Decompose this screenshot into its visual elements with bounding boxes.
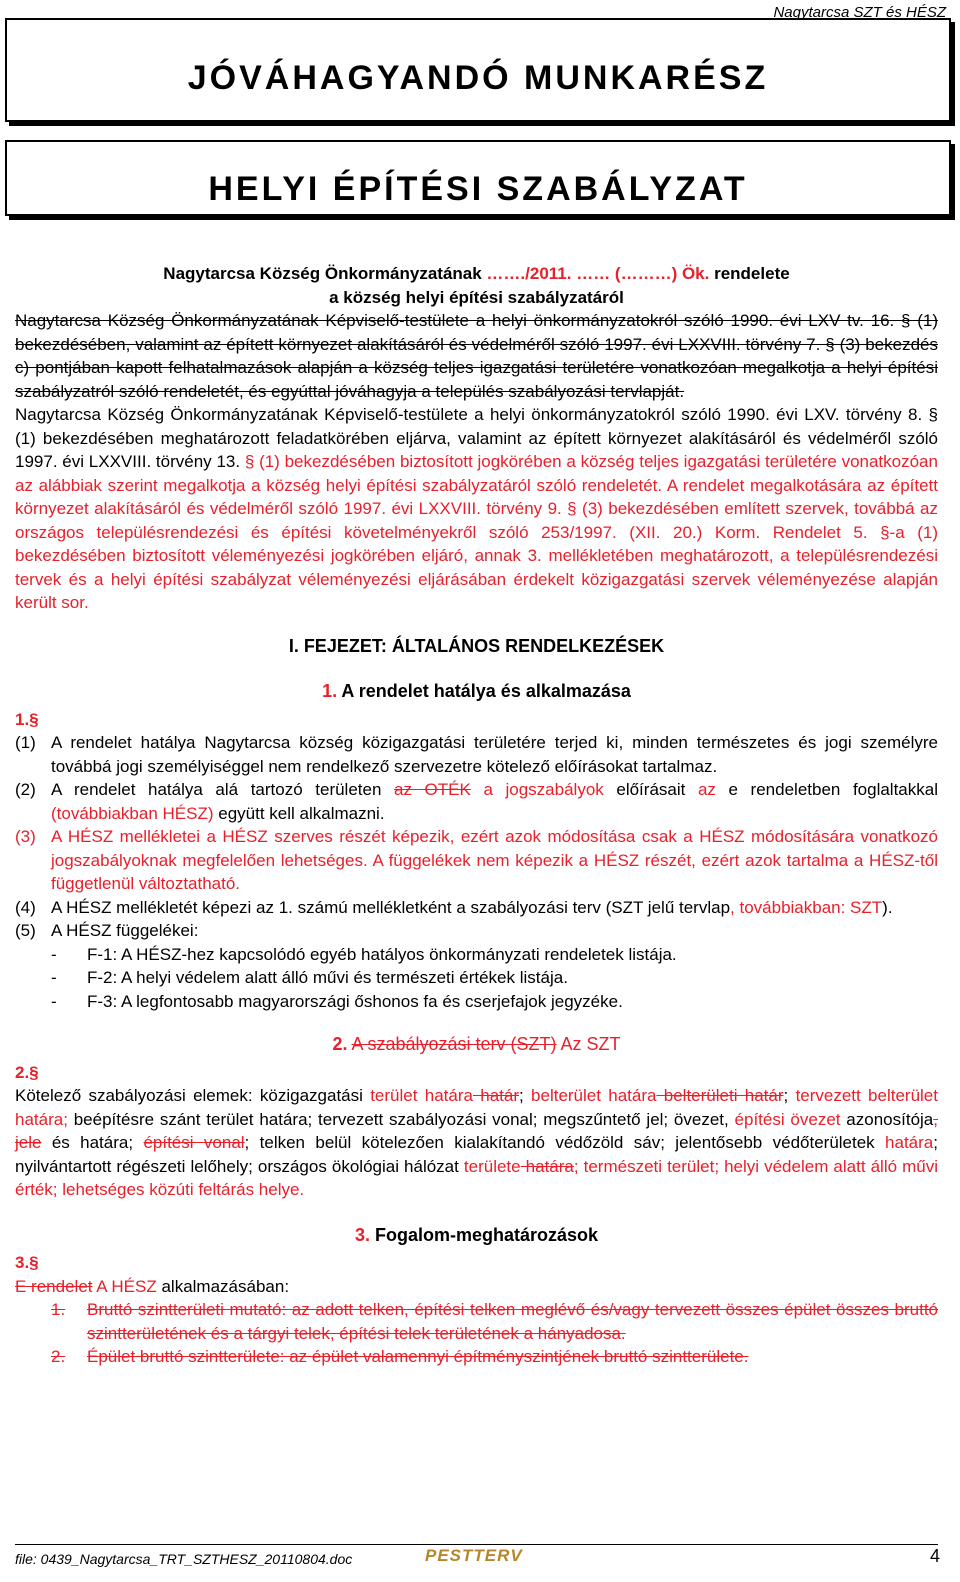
definition-2 <box>15 1345 938 1369</box>
section-1-heading <box>15 680 938 704</box>
appendix-text: F-2: A helyi védelem alatt álló művi és természeti értékek listája. <box>87 968 568 987</box>
provision-1-1 <box>15 731 938 778</box>
text-run: ; nyilvántartott régészeti lelőhely; országos ökológiai hálózat <box>15 1133 938 1176</box>
inserted-text: ; természeti terület; helyi védelem alatt álló művi érték; lehetséges közúti feltárás helye. <box>15 1156 938 1199</box>
provision-number: (5) <box>15 921 36 940</box>
page-number: 4 <box>929 1546 940 1566</box>
inserted-text: építési övezet <box>734 1109 841 1129</box>
section-3-title: Fogalom-meghatározások <box>374 1224 599 1245</box>
section-2-heading <box>15 1033 938 1057</box>
inserted-text: (továbbiakban HÉSZ) <box>51 803 214 823</box>
definition-number: 2. <box>51 1347 66 1366</box>
deleted-text: belterületi határ <box>656 1086 784 1105</box>
running-header: Nagytarcsa SZT és HÉSZ <box>773 4 946 21</box>
appendix-list-item <box>15 943 938 967</box>
deleted-text: építési vonal <box>143 1133 245 1152</box>
text-run: beépítésre szánt terület határa; tervezett szabályozási vonal; megszűntető jel; övezet, <box>67 1109 735 1129</box>
inserted-text: A HÉSZ <box>92 1276 157 1296</box>
definition-text: Bruttó szintterületi mutató: az adott telken, építési telken meglévő és/vagy tervezett összes épület összes bruttó szintterületének és a tárgyi telek, építési telek területének a hányadosa. <box>87 1300 938 1343</box>
text-run: Kötelező szabályozási elemek: közigazgatási <box>15 1086 371 1105</box>
section-3-intro <box>15 1275 938 1299</box>
preamble-new-red: § (1) bekezdésében biztosított jogkörében a község teljes igazgatási területére vonatkozóan az alábbiak szerint megalkotja a község helyi építési szabályzatáról szóló rendeletét. A rendelet megalkotására az épített környezet alakításáról és védelméről szóló 1997. évi LXXVIII. törvény 9. § (3) bekezdésében említett szervek, továbbá az országos településrendezési és építési követelményekről szóló 253/1997. (XII. 20.) Korm. Rendelet 5. §-a (1) bekezdésében biztosított véleményezési jogkörében eljáró, annak 3. mellékletében meghatározott, a településrendezési tervek és a helyi építési szabályzat véleményezési eljárásában érdekelt közigazgatási szervek véleményezése alapján került sor. <box>15 452 938 612</box>
text-run: e rendeletben foglaltakkal <box>715 780 938 799</box>
definition-number: 1. <box>51 1300 66 1319</box>
dash-bullet: - <box>51 944 57 964</box>
deleted-text: E rendelet <box>15 1276 93 1296</box>
provision-1-3 <box>15 825 938 896</box>
definition-text: Épület bruttó szintterülete: az épület valamennyi építményszintjének bruttó szintterülete. <box>87 1347 749 1366</box>
provision-1-5 <box>15 919 938 943</box>
decree-title <box>15 262 938 309</box>
regulation-title: HELYI ÉPÍTÉSI SZABÁLYZAT <box>5 140 951 216</box>
pestterv-logo: PESTTERV <box>425 1546 523 1565</box>
document-body <box>15 262 938 1369</box>
paragraph-2-mark: 2.§ <box>15 1062 39 1082</box>
section-2-title-new: Az SZT <box>556 1034 621 1054</box>
text-run: együtt kell alkalmazni. <box>213 803 385 823</box>
provision-number: (2) <box>15 780 36 799</box>
dash-bullet: - <box>51 968 57 987</box>
provision-text <box>51 896 938 920</box>
paragraph-3-mark: 3.§ <box>15 1253 39 1272</box>
definition-1 <box>15 1298 938 1345</box>
appendix-text: F-1: A HÉSZ-hez kapcsolódó egyéb hatályos önkormányzati rendeletek listája. <box>87 944 677 964</box>
decree-title-suffix: rendelete <box>709 264 790 283</box>
paragraph-1-mark: 1.§ <box>15 709 39 729</box>
text-run: ; telken belül kötelezően kialakítandó védőzöld sáv; jelentősebb védőterületek <box>244 1133 886 1152</box>
dash-bullet: - <box>51 991 57 1011</box>
inserted-text: terület határa <box>370 1086 473 1105</box>
page-footer <box>15 1546 950 1572</box>
chapter-1-heading: I. FEJEZET: ÁLTALÁNOS RENDELKEZÉSEK <box>288 635 665 656</box>
provision-number: (1) <box>15 733 36 752</box>
text-run: alkalmazásában: <box>156 1276 290 1296</box>
inserted-text: az <box>697 780 716 799</box>
inserted-text: belterület határa <box>531 1086 657 1105</box>
decree-subtitle: a község helyi építési szabályzatáról <box>329 287 624 307</box>
inserted-text: területe <box>463 1156 521 1176</box>
provision-number: (4) <box>15 897 36 917</box>
section-3-number: 3. <box>354 1224 370 1245</box>
provision-text: A rendelet hatálya Nagytarcsa község közigazgatási területére terjed ki, minden természetes és jogi személyre továbbá jogi személyiséggel nem rendelkező szervezetre kötelező előírásokat tartalmaz. <box>51 733 938 776</box>
section-2-body <box>15 1084 938 1202</box>
decree-number: ……./2011. …… (………) Ök. <box>486 264 710 283</box>
inserted-text: határa <box>885 1133 934 1152</box>
deleted-text: határa <box>520 1156 574 1176</box>
deleted-text: határ <box>472 1086 519 1105</box>
inserted-text: a jogszabályok <box>470 780 604 799</box>
inserted-text: tervezett belterület határa; <box>15 1086 938 1129</box>
preamble-new <box>15 403 938 615</box>
provision-number: (3) <box>15 827 36 846</box>
text-run: A HÉSZ mellékletét képezi az 1. számú mellékletként a szabályozási terv (SZT jelű tervlap <box>51 897 731 917</box>
provision-1-2 <box>15 778 938 825</box>
inserted-text: , továbbiakban: SZT <box>730 897 883 917</box>
section-3-heading <box>15 1224 938 1248</box>
provision-1-4 <box>15 896 938 920</box>
footer-file-name: file: 0439_Nagytarcsa_TRT_SZTHESZ_20110804.doc <box>15 1551 353 1567</box>
section-2-title-deleted: A szabályozási terv (SZT) <box>351 1034 557 1054</box>
appendix-list-item <box>15 990 938 1014</box>
text-run: azonosítója <box>840 1109 934 1129</box>
deleted-text: az OTÉK <box>394 780 471 799</box>
decree-title-prefix: Nagytarcsa Község Önkormányzatának <box>163 264 487 283</box>
text-run: előírásait <box>603 780 698 799</box>
footer-divider <box>15 1544 938 1545</box>
section-1-number: 1. <box>322 681 338 701</box>
section-1-title: A rendelet hatálya és alkalmazása <box>341 681 631 701</box>
approved-part-title: JÓVÁHAGYANDÓ MUNKARÉSZ <box>5 18 951 122</box>
text-run: ; <box>783 1086 796 1105</box>
text-run: ; <box>519 1086 532 1105</box>
text-run: A rendelet hatálya alá tartozó területen <box>51 780 395 799</box>
preamble-new-black: Nagytarcsa Község Önkormányzatának Képviselő-testülete a helyi önkormányzatokról szóló 1990. évi LXV. törvény 8. § (1) bekezdésében meghatározott feladatkörében eljárva, valamint az épített környezet alakításáról és védelméről szóló 1997. évi LXXVIII. törvény 13. <box>15 405 938 471</box>
provision-text <box>51 778 938 825</box>
text-run: és határa; <box>41 1133 144 1152</box>
text-run: ). <box>882 897 893 917</box>
appendix-list-item <box>15 966 938 990</box>
deleted-text: , jele <box>15 1109 938 1152</box>
appendix-text: F-3: A legfontosabb magyarországi őshonos fa és cserjefajok jegyzéke. <box>87 991 623 1011</box>
provision-text: A HÉSZ függelékei: <box>51 921 199 940</box>
section-2-number: 2. <box>332 1034 348 1054</box>
provision-text: A HÉSZ mellékletei a HÉSZ szerves részét képezik, ezért azok módosítása csak a HÉSZ módosítására vonatkozó jogszabályoknak megfelelően lehetséges. A függelékek nem képezik a HÉSZ részét, ezért azok tartalma a HÉSZ-től függetlenül változtatható. <box>51 827 938 893</box>
preamble-deleted: Nagytarcsa Község Önkormányzatának Képviselő-testülete a helyi önkormányzatokról szóló 1990. évi LXV tv. 16. § (1) bekezdésében, valamint az épített környezet alakításáról és védelméről szóló 1997. évi LXXVIII. törvény 7. § (3) bekezdés c) pontjában kapott felhatalmazások alapján a község teljes igazgatási területére vonatkozóan megalkotja a helyi építési szabályzatról szóló rendeletét, és egyúttal jóváhagyja a település szabályozási tervlapját. <box>15 311 938 401</box>
